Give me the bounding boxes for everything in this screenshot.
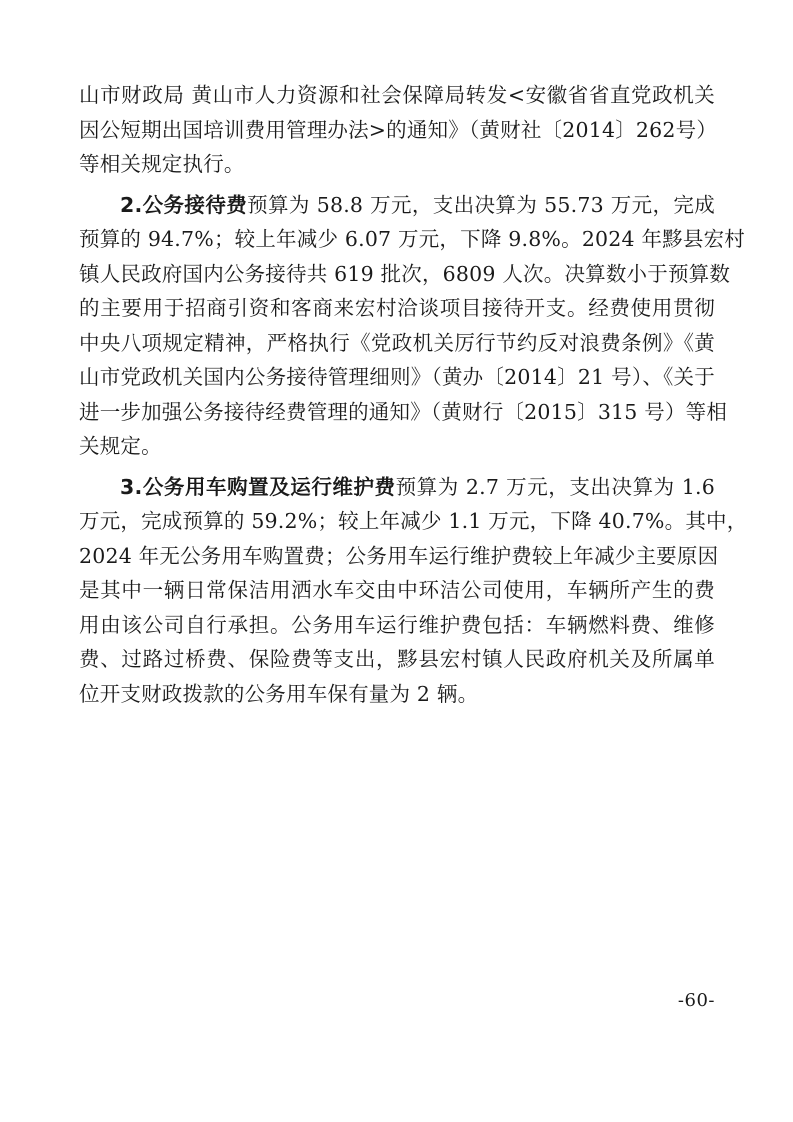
page-number: -60- [677,990,715,1011]
text-line: 中央八项规定精神，严格执行《党政机关厉行节约反对浪费条例》《黄 [79,330,715,355]
text-line: 是其中一辆日常保洁用洒水车交由中环洁公司使用，车辆所产生的费 [79,578,715,602]
text-line: 的主要用于招商引资和客商来宏村洽谈项目接待开支。经费使用贯彻 [79,296,715,320]
paragraph-training-continuation [79,78,718,182]
text-line: 位开支财政拨款的公务用车保有量为 2 辆。 [79,681,479,706]
text-line [79,188,715,223]
text-line: 进一步加强公务接待经费管理的通知》（黄财行〔2015〕315 号）等相 [79,399,728,424]
text-segment: 预算为 2.7 万元，支出决算为 1.6 [395,474,715,499]
section-heading: 3.公务用车购置及运行维护费 [120,474,396,499]
text-line: 等相关规定执行。 [79,152,245,176]
text-line: 山市财政局 黄山市人力资源和社会保障局转发<安徽省省直党政机关 [79,83,715,107]
text-line [79,470,715,505]
text-line: 山市党政机关国内公务接待管理细则》（黄办〔2014〕21 号）、《关于 [79,365,715,389]
document-body [79,78,748,717]
section-heading: 2.公务接待费 [120,192,248,217]
paragraph-reception-expenses [79,188,746,464]
text-line: 用由该公司自行承担。公务用车运行维护费包括：车辆燃料费、维修 [79,612,715,637]
text-segment: 预算为 58.8 万元，支出决算为 55.73 万元，完成 [247,192,716,217]
text-line: 预算的 94.7%；较上年减少 6.07 万元，下降 9.8%。2024 年黟县宏村 [79,227,746,251]
text-line: 费、过路过桥费、保险费等支出，黟县宏村镇人民政府机关及所属单 [79,647,715,671]
text-line: 镇人民政府国内公务接待共 619 批次，6809 人次。决算数小于预算数 [79,261,731,286]
text-line: 关规定。 [79,434,162,458]
text-line: 万元，完成预算的 59.2%；较上年减少 1.1 万元，下降 40.7%。其中， [79,509,748,533]
text-line: 2024 年无公务用车购置费；公务用车运行维护费较上年减少主要原因 [79,543,719,568]
paragraph-vehicle-expenses [79,470,748,712]
text-line: 因公短期出国培训费用管理办法>的通知》（黄财社〔2014〕262号） [79,117,718,142]
